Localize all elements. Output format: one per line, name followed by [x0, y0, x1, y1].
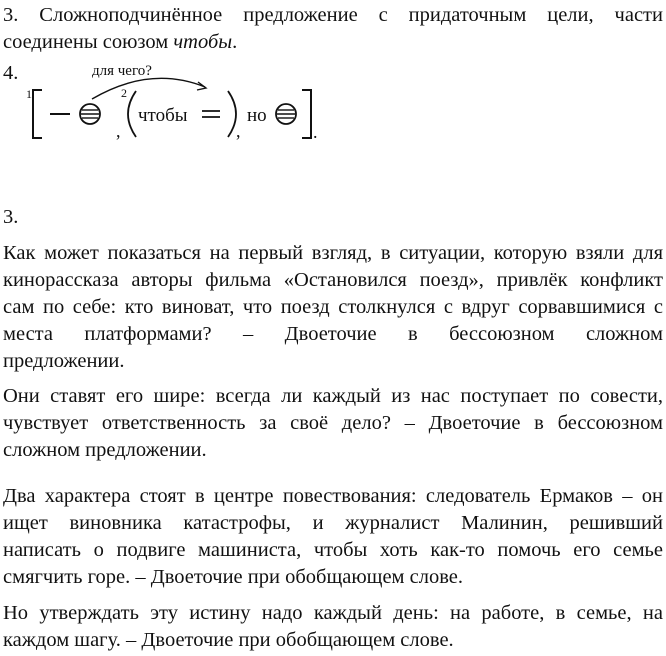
paragraph-1	[3, 240, 663, 375]
paragraph-1-line-3: сам по себе: кто виноват, что поезд столкнулся с вдруг сорвавшимися с	[3, 296, 663, 318]
scheme-second-word-circle	[276, 104, 296, 124]
paragraph-1-line-5: предложении.	[3, 350, 125, 372]
scheme-index-1: 1	[26, 87, 32, 101]
paragraph-3	[3, 483, 663, 591]
paragraph-3-line-1: Два характера стоят в центре повествования: следователь Ермаков – он	[3, 485, 663, 507]
paragraph-2-line-3: сложном предложении.	[3, 439, 207, 461]
item-3-bottom-number: 3.	[3, 206, 19, 228]
scheme-end-dot: .	[313, 122, 318, 142]
paragraph-3-line-3: написать о подвиге машиниста, чтобы хоть как-то помочь его семье	[3, 539, 663, 561]
item-3-line-1: 3. Сложноподчинённое предложение с придаточным цели, части	[3, 4, 663, 26]
paragraph-4-line-2: каждом шагу. – Двоеточие при обобщающем слове.	[3, 629, 454, 651]
paragraph-1-line-2: кинорассказа авторы фильма «Остановился поезд», привлёк конфликт	[3, 269, 663, 291]
scheme-comma-2: ,	[236, 121, 241, 141]
item-3-answer	[3, 2, 663, 56]
paragraph-3-line-4: смягчить горе. – Двоеточие при обобщающем слове.	[3, 566, 463, 588]
item-3-line-2-prefix: соединены союзом	[3, 31, 174, 53]
paragraph-1-line-4: места платформами? – Двоеточие в бессоюзном сложном	[3, 323, 663, 345]
paragraph-3-line-2: ищет виновника катастрофы, и журналист Малинин, решивший	[3, 512, 663, 534]
scheme-right-paren	[228, 91, 236, 137]
scheme-right-bracket	[302, 90, 311, 138]
paragraph-4	[3, 600, 663, 654]
scheme-left-bracket	[33, 90, 42, 138]
scheme-left-paren	[128, 91, 136, 137]
paragraph-2-line-2: чувствует ответственность за своё дело? – Двоеточие в бессоюзном	[3, 412, 663, 434]
scheme-question-label: для чего?	[92, 63, 152, 79]
paragraph-4-line-1: Но утверждать эту истину надо каждый день: на работе, в семье, на	[3, 602, 663, 624]
scheme-conjunction-word: чтобы	[138, 105, 188, 126]
item-4-number: 4.	[3, 62, 19, 84]
sentence-scheme-diagram	[0, 55, 340, 145]
scheme-question-arrow	[92, 78, 205, 99]
scheme-comma-1: ,	[116, 121, 121, 141]
paragraph-2	[3, 383, 663, 464]
scheme-conjunction-no: но	[247, 105, 267, 126]
scheme-main-word-circle	[80, 104, 100, 124]
item-3-line-2-suffix: .	[232, 31, 238, 53]
item-3-conjunction: чтобы	[173, 31, 233, 53]
item-3-line-2	[3, 29, 663, 56]
scheme-index-2: 2	[121, 86, 127, 100]
paragraph-1-line-1: Как может показаться на первый взгляд, в ситуации, которую взяли для	[3, 242, 663, 264]
paragraph-2-line-1: Они ставят его шире: всегда ли каждый из нас поступает по совести,	[3, 385, 663, 407]
